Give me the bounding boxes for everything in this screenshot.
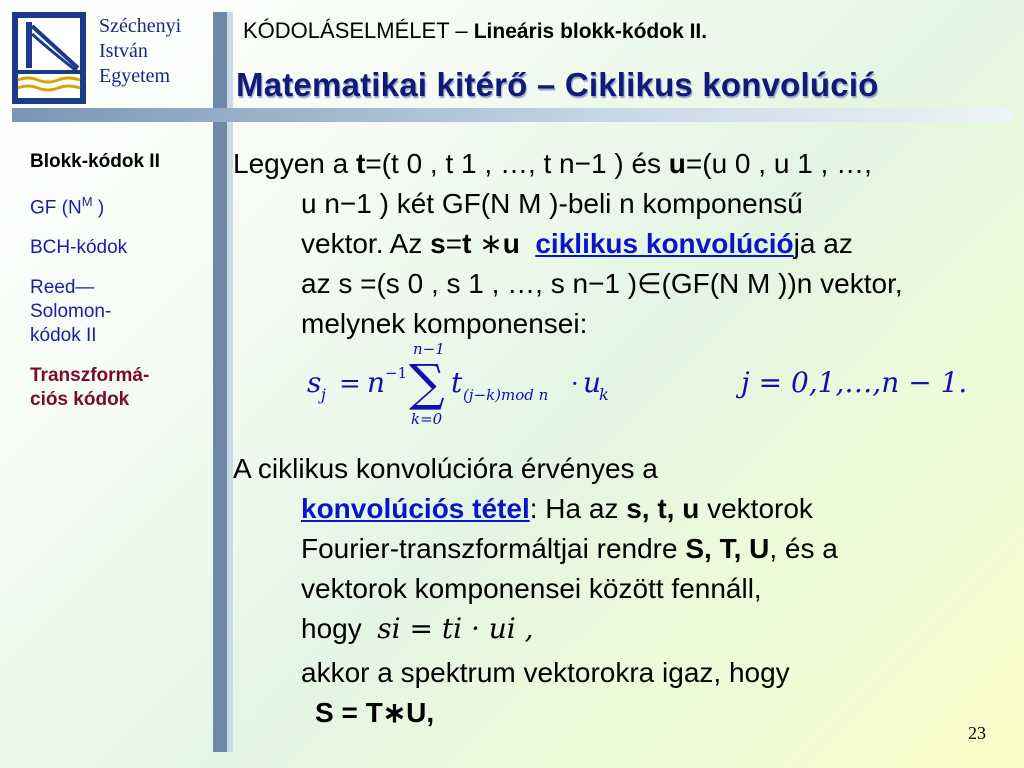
text-span: , és a: [769, 533, 838, 564]
formula-u: u: [583, 366, 602, 399]
sidebar-item-bch[interactable]: [30, 236, 210, 260]
university-name-line3: Egyetem: [99, 65, 171, 87]
formula-u-sub: k: [599, 385, 609, 404]
paragraph-theorem-line1: A ciklikus konvolúcióra érvényes a: [233, 453, 658, 484]
sigma-icon: ∑: [409, 354, 445, 412]
paragraph-theorem-line4: vektorok komponensei között fennáll,: [301, 573, 762, 604]
sidebar-item-sup: M: [81, 194, 93, 209]
horizontal-divider: [12, 108, 1012, 122]
text-span: vektor. Az: [301, 228, 431, 259]
sidebar-item-reed-solomon[interactable]: [30, 276, 210, 348]
formula-svg: [305, 342, 985, 434]
text-span: vektorok: [699, 493, 813, 524]
text-span: : Ha az: [529, 493, 627, 524]
text-span: Fourier-transzformáltjai rendre: [301, 533, 686, 564]
formula-spectrum: S = T∗U,: [315, 697, 435, 728]
formula-sum-top: n−1: [413, 340, 445, 358]
vertical-divider: [213, 12, 227, 752]
paragraph-theorem-line5: [233, 609, 993, 649]
page-number: 23: [968, 723, 986, 743]
sidebar-item-label: kódok II: [30, 325, 97, 347]
formula-t: t: [451, 366, 463, 399]
paragraph-definition-line2: u n−1 ) két GF(N M )-beli n komponensű: [301, 188, 803, 219]
paragraph-spectrum: akkor a spektrum vektorokra igaz, hogy: [301, 657, 790, 688]
formula-componentwise: si = ti · ui ,: [377, 612, 534, 645]
paragraph-definition-line5: melynek komponensei:: [301, 308, 588, 339]
course-name: KÓDOLÁSELMÉLET –: [243, 18, 468, 43]
sidebar-item-label: Solomon-: [30, 301, 112, 323]
paragraph-theorem-line2: [233, 489, 993, 529]
sidebar-item-label-end: ): [92, 197, 105, 219]
bridge-logo-icon: [12, 12, 86, 104]
sidebar-item-label: ciós kódok: [30, 389, 130, 411]
text-span: =(u 0 , u 1 , …,: [685, 148, 872, 179]
university-name-line2: István: [99, 40, 148, 62]
paragraph-definition-line3: [233, 224, 993, 264]
sidebar-item-transzformacios[interactable]: [30, 364, 210, 412]
sidebar-item-label: Transzformá-: [30, 365, 150, 387]
convolution-operator: ∗: [471, 228, 503, 259]
paragraph-definition-line1: [233, 144, 993, 184]
university-name: [99, 14, 181, 89]
vector-s: s: [430, 228, 446, 259]
text-span: hogy: [301, 613, 362, 644]
sidebar-item-label: BCH-kódok: [30, 237, 128, 259]
text-span: =(t 0 , t 1 , …, t n−1 ) és: [365, 148, 669, 179]
sidebar-item-gf[interactable]: [30, 190, 210, 220]
slide-body: [233, 144, 993, 733]
formula-sum-bottom: k=0: [411, 410, 443, 428]
text-span: =: [445, 228, 463, 259]
slide-title: Matematikai kitérő – Ciklikus konvolúció: [236, 66, 879, 103]
sidebar-item-label: Reed—: [30, 277, 95, 299]
university-name-line1: Széchenyi: [99, 15, 182, 37]
formula-t-sub: (j−k)mod n: [463, 386, 549, 404]
sidebar-item-label: Blokk-kódok II: [30, 151, 160, 172]
course-subtitle: Lineáris blokk-kódok II.: [473, 20, 708, 43]
vector-u: u: [668, 148, 686, 179]
text-span: Legyen a: [233, 148, 356, 179]
link-konvolucios-tetel[interactable]: konvolúciós tétel: [301, 493, 530, 524]
university-logo: [12, 12, 86, 104]
formula-n-exp: −1: [385, 364, 408, 382]
vector-t: t: [462, 228, 472, 259]
formula-n: n: [367, 366, 386, 399]
sidebar-nav: [30, 150, 210, 428]
sidebar-item-label: GF (N: [30, 197, 82, 219]
vector-t: t: [356, 148, 366, 179]
course-header: [243, 18, 707, 44]
link-ciklikus-konvolucio[interactable]: ciklikus konvolúció: [535, 228, 794, 259]
vector-u: u: [502, 228, 520, 259]
formula-cyclic-convolution: [305, 342, 985, 432]
paragraph-definition-line4: az s =(s 0 , s 1 , …, s n−1 )∈(GF(N M ))n vektor,: [301, 268, 903, 299]
vectors-STU: S, T, U: [685, 533, 770, 564]
formula-dot: ·: [571, 370, 579, 398]
paragraph-theorem-line3: [233, 529, 993, 569]
formula-range: j = 0,1,…,n − 1.: [741, 366, 968, 399]
vectors-stu: s, t, u: [626, 493, 700, 524]
sidebar-item-blokk-kodok[interactable]: [30, 150, 210, 174]
formula-lhs-sub: j: [321, 385, 326, 404]
formula-eq: =: [339, 369, 361, 399]
formula-lhs: s: [307, 366, 322, 399]
text-span: ja az: [793, 228, 853, 259]
